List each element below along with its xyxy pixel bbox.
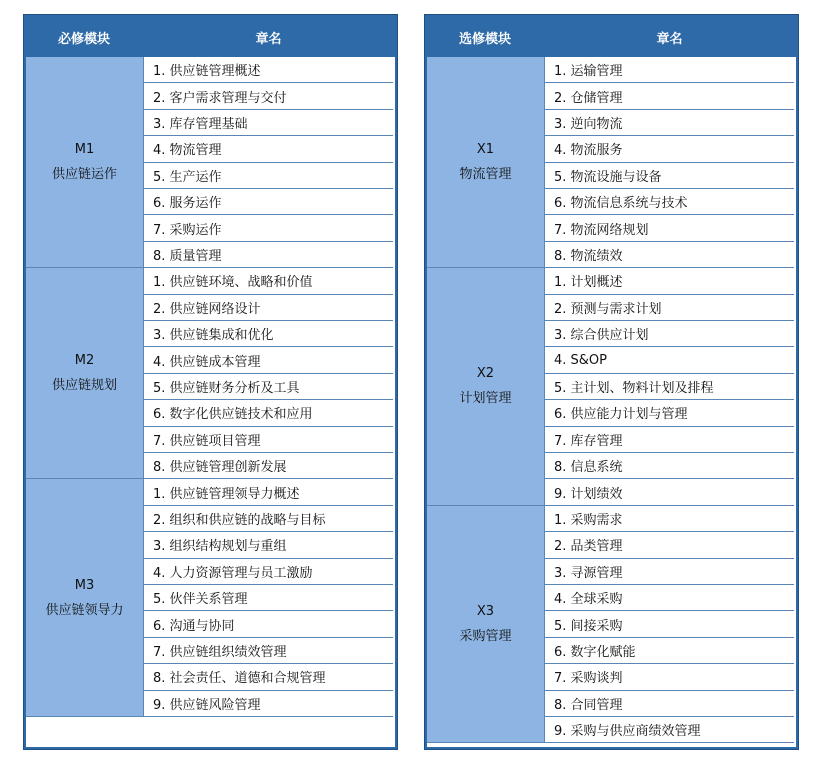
header-chapter: 章名 bbox=[656, 31, 683, 47]
module-name: 采购管理 bbox=[459, 629, 512, 645]
module-code: M3 bbox=[74, 577, 95, 593]
module-cell bbox=[427, 506, 545, 744]
header-chapter: 章名 bbox=[255, 31, 282, 47]
module-code: M2 bbox=[74, 353, 95, 369]
module-name: 供应链领导力 bbox=[45, 602, 124, 618]
module-group bbox=[26, 479, 393, 717]
chapter-row: 5. 伙伴关系管理 bbox=[144, 585, 393, 611]
chapter-row: 5. 主计划、物料计划及排程 bbox=[545, 374, 794, 400]
chapter-row: 2. 品类管理 bbox=[545, 532, 794, 558]
chapter-row: 6. 数字化赋能 bbox=[545, 638, 794, 664]
chapter-row: 7. 供应链项目管理 bbox=[144, 427, 393, 453]
chapter-row: 4. 物流管理 bbox=[144, 136, 393, 162]
module-group bbox=[26, 57, 393, 268]
chapter-row: 8. 社会责任、道德和合规管理 bbox=[144, 664, 393, 690]
chapter-row: 8. 合同管理 bbox=[545, 691, 794, 717]
module-cell bbox=[427, 268, 545, 506]
chapter-row: 2. 仓储管理 bbox=[545, 83, 794, 109]
chapter-row: 4. 物流服务 bbox=[545, 136, 794, 162]
module-cell bbox=[26, 268, 144, 479]
module-code: X1 bbox=[476, 142, 495, 158]
chapter-row: 7. 物流网络规划 bbox=[545, 215, 794, 241]
elective-modules-table bbox=[424, 14, 799, 750]
module-group bbox=[427, 57, 794, 268]
chapter-row: 2. 组织和供应链的战略与目标 bbox=[144, 506, 393, 532]
chapter-row: 7. 库存管理 bbox=[545, 427, 794, 453]
chapter-row: 8. 物流绩效 bbox=[545, 242, 794, 268]
chapter-row: 8. 信息系统 bbox=[545, 453, 794, 479]
chapter-row: 4. 供应链成本管理 bbox=[144, 347, 393, 373]
chapter-row: 1. 供应链环境、战略和价值 bbox=[144, 268, 393, 294]
module-name: 供应链运作 bbox=[51, 167, 117, 183]
chapter-row: 3. 库存管理基础 bbox=[144, 110, 393, 136]
chapter-row: 4. 全球采购 bbox=[545, 585, 794, 611]
chapter-row: 1. 供应链管理领导力概述 bbox=[144, 479, 393, 505]
chapter-row: 9. 采购与供应商绩效管理 bbox=[545, 717, 794, 743]
chapter-row: 2. 客户需求管理与交付 bbox=[144, 83, 393, 109]
empty-cell bbox=[144, 717, 393, 743]
chapter-row: 5. 生产运作 bbox=[144, 163, 393, 189]
module-group bbox=[427, 268, 794, 506]
chapter-row: 7. 供应链组织绩效管理 bbox=[144, 638, 393, 664]
chapter-row: 6. 沟通与协同 bbox=[144, 611, 393, 637]
chapter-row: 8. 质量管理 bbox=[144, 242, 393, 268]
chapter-row: 4. 人力资源管理与员工激励 bbox=[144, 559, 393, 585]
chapter-row: 3. 寻源管理 bbox=[545, 559, 794, 585]
chapter-row: 6. 数字化供应链技术和应用 bbox=[144, 400, 393, 426]
module-cell bbox=[26, 57, 144, 268]
chapter-row: 4. S&OP bbox=[545, 347, 794, 373]
module-group bbox=[427, 506, 794, 744]
chapter-row: 6. 服务运作 bbox=[144, 189, 393, 215]
chapter-row: 3. 逆向物流 bbox=[545, 110, 794, 136]
chapter-row: 2. 供应链网络设计 bbox=[144, 295, 393, 321]
chapter-row: 1. 运输管理 bbox=[545, 57, 794, 83]
header-module: 选修模块 bbox=[458, 31, 511, 47]
header-module: 必修模块 bbox=[57, 31, 110, 47]
module-name: 计划管理 bbox=[459, 391, 512, 407]
chapter-row: 6. 供应能力计划与管理 bbox=[545, 400, 794, 426]
chapter-row: 3. 综合供应计划 bbox=[545, 321, 794, 347]
chapter-row: 1. 计划概述 bbox=[545, 268, 794, 294]
chapter-row: 6. 物流信息系统与技术 bbox=[545, 189, 794, 215]
chapter-row: 1. 采购需求 bbox=[545, 506, 794, 532]
chapter-row: 7. 采购谈判 bbox=[545, 664, 794, 690]
required-modules-table bbox=[23, 14, 398, 750]
chapter-row: 5. 间接采购 bbox=[545, 611, 794, 637]
module-name: 物流管理 bbox=[459, 167, 512, 183]
chapter-row: 3. 供应链集成和优化 bbox=[144, 321, 393, 347]
module-cell bbox=[427, 57, 545, 268]
chapter-row: 9. 计划绩效 bbox=[545, 479, 794, 505]
chapter-row: 1. 供应链管理概述 bbox=[144, 57, 393, 83]
chapter-row: 3. 组织结构规划与重组 bbox=[144, 532, 393, 558]
module-cell bbox=[26, 479, 144, 717]
module-code: X2 bbox=[476, 366, 495, 382]
module-code: X3 bbox=[476, 604, 495, 620]
module-group bbox=[26, 268, 393, 479]
chapter-row: 2. 预测与需求计划 bbox=[545, 295, 794, 321]
chapter-row: 7. 采购运作 bbox=[144, 215, 393, 241]
module-name: 供应链规划 bbox=[51, 378, 117, 394]
chapter-row: 8. 供应链管理创新发展 bbox=[144, 453, 393, 479]
chapter-row: 9. 供应链风险管理 bbox=[144, 691, 393, 717]
chapter-row: 5. 物流设施与设备 bbox=[545, 163, 794, 189]
chapter-row: 5. 供应链财务分析及工具 bbox=[144, 374, 393, 400]
module-code: M1 bbox=[74, 142, 95, 158]
table-body bbox=[26, 57, 395, 747]
table-body bbox=[427, 57, 796, 747]
